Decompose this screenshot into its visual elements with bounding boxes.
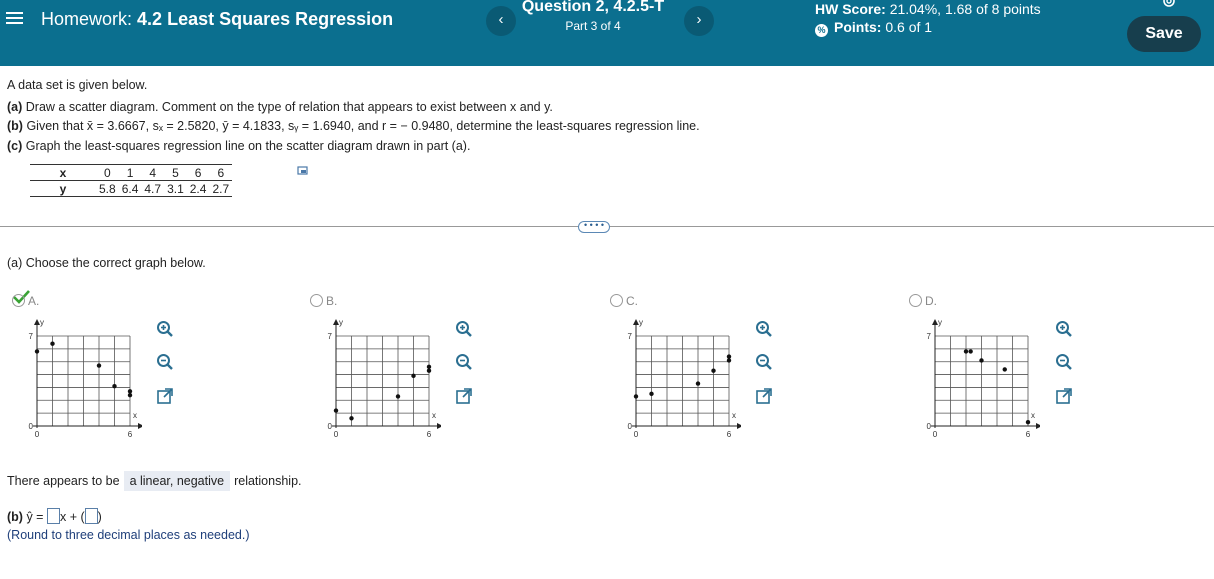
x-cell: 4: [141, 165, 164, 181]
hw-score: [815, 1, 1041, 17]
x-axis-arrow: [1036, 423, 1040, 429]
option-c[interactable]: [610, 294, 638, 308]
data-point: [349, 416, 353, 420]
relationship-prefix: There appears to be: [7, 474, 120, 488]
zoom-in-icon[interactable]: [1055, 320, 1073, 338]
y-tick-label: 0: [627, 422, 632, 431]
zoom-in-icon[interactable]: [755, 320, 773, 338]
y-cell: 2.4: [187, 181, 210, 197]
relationship-suffix: relationship.: [234, 474, 302, 488]
y-axis-name: y: [938, 318, 942, 327]
save-button[interactable]: Save: [1127, 16, 1201, 52]
x-tick-label: 0: [34, 430, 40, 439]
radio-a[interactable]: [12, 294, 25, 307]
y-tick-label: 0: [28, 422, 33, 431]
data-point: [427, 365, 431, 369]
data-point: [128, 393, 132, 397]
option-a[interactable]: [12, 294, 39, 308]
x-cell: 0: [96, 165, 119, 181]
part-c-text: Graph the least-squares regression line on the scatter diagram drawn in part (a).: [25, 139, 471, 153]
zoom-out-icon[interactable]: [755, 353, 773, 371]
hw-score-value: 21.04%, 1.68 of 8 points: [889, 1, 1041, 17]
gear-icon[interactable]: [1160, 0, 1178, 10]
part-c-tag: (c): [7, 139, 23, 153]
scatter-graph-c[interactable]: [621, 316, 741, 446]
slope-input[interactable]: [47, 508, 60, 524]
problem-intro: A data set is given below.: [7, 78, 148, 92]
data-point: [396, 394, 400, 398]
data-point: [50, 342, 54, 346]
radio-c[interactable]: [610, 294, 623, 307]
problem-part-c: [7, 139, 470, 153]
data-point: [696, 381, 700, 385]
problem-part-a: [7, 100, 553, 114]
y-cell: 5.8: [96, 181, 119, 197]
option-d-label: D.: [925, 294, 937, 308]
open-new-window-icon[interactable]: [455, 387, 473, 405]
zoom-out-icon[interactable]: [455, 353, 473, 371]
x-cell: 6: [209, 165, 232, 181]
x-tick-label: 6: [1025, 430, 1031, 439]
part-a-text: Draw a scatter diagram. Comment on the type of relation that appears to exist between x and y.: [25, 100, 553, 114]
x-tick-label: 6: [127, 430, 133, 439]
scatter-graph-b[interactable]: [321, 316, 441, 446]
x-axis-name: x: [432, 411, 436, 420]
data-point: [112, 384, 116, 388]
scatter-graph-d[interactable]: [920, 316, 1040, 446]
regression-equation: (b) ŷ = x + ( ): [7, 510, 102, 524]
data-point: [964, 349, 968, 353]
part-a-tag: (a): [7, 100, 23, 114]
data-point: [128, 389, 132, 393]
zoom-in-icon[interactable]: [455, 320, 473, 338]
x-axis-name: x: [732, 411, 736, 420]
data-point: [1003, 367, 1007, 371]
x-cell: 6: [187, 165, 210, 181]
x-cell: 1: [119, 165, 142, 181]
question-title: Question 2, 4.2.5-T: [521, 0, 665, 15]
open-new-window-icon[interactable]: [1055, 387, 1073, 405]
x-tick-label: 0: [333, 430, 339, 439]
x-axis-arrow: [138, 423, 142, 429]
points-label: Points:: [834, 19, 882, 35]
y-tick-label: 0: [327, 422, 332, 431]
x-plus-label: x +: [59, 510, 77, 524]
relationship-sentence: [7, 471, 302, 491]
data-point: [97, 363, 101, 367]
radio-b[interactable]: [310, 294, 323, 307]
points: [815, 19, 932, 37]
data-point: [727, 358, 731, 362]
y-tick-label: 0: [926, 422, 931, 431]
table-row-x: [30, 165, 232, 181]
x-axis-name: x: [1031, 411, 1035, 420]
part-b-answer-tag: (b): [7, 510, 23, 524]
points-value: 0.6 of 1: [885, 19, 933, 35]
option-a-label: A.: [28, 294, 40, 308]
assignment-title: [41, 9, 393, 30]
y-hat-label: ŷ =: [26, 510, 44, 524]
data-point: [649, 392, 653, 396]
x-cell: 5: [164, 165, 187, 181]
x-tick-label: 0: [932, 430, 938, 439]
part-a-prompt: (a) Choose the correct graph below.: [7, 256, 206, 270]
data-point: [411, 374, 415, 378]
option-b[interactable]: [310, 294, 337, 308]
y-tick-label: 7: [926, 332, 931, 341]
data-table: [30, 164, 232, 197]
open-new-window-icon[interactable]: [156, 387, 174, 405]
next-question-button[interactable]: ›: [684, 6, 714, 36]
x-tick-label: 6: [426, 430, 432, 439]
copy-data-icon[interactable]: [297, 166, 309, 176]
option-c-label: C.: [626, 294, 638, 308]
option-d[interactable]: [909, 294, 937, 308]
part-b-tag: (b): [7, 119, 23, 133]
problem-part-b: [7, 119, 700, 133]
x-axis-arrow: [737, 423, 741, 429]
radio-d[interactable]: [909, 294, 922, 307]
x-axis-name: x: [133, 411, 137, 420]
y-cell: 6.4: [119, 181, 142, 197]
x-header: x: [30, 165, 96, 181]
partial-credit-icon: %: [815, 24, 828, 37]
data-point: [35, 349, 39, 353]
table-row-y: [30, 181, 232, 197]
y-cell: 3.1: [164, 181, 187, 197]
scatter-graph-a[interactable]: [22, 316, 142, 446]
y-header: y: [30, 181, 96, 197]
rounding-note: (Round to three decimal places as needed.): [7, 528, 250, 542]
open-new-window-icon[interactable]: [755, 387, 773, 405]
data-point: [968, 349, 972, 353]
y-axis-name: y: [639, 318, 643, 327]
zoom-out-icon[interactable]: [1055, 353, 1073, 371]
intercept-input[interactable]: [85, 508, 98, 524]
relationship-answer[interactable]: a linear, negative: [124, 471, 231, 491]
y-tick-label: 7: [327, 332, 332, 341]
data-point: [979, 358, 983, 362]
data-point: [634, 394, 638, 398]
option-b-label: B.: [326, 294, 338, 308]
data-point: [727, 354, 731, 358]
data-point: [711, 369, 715, 373]
top-bar: [0, 0, 1214, 66]
y-cell: 2.7: [209, 181, 232, 197]
expand-more-button[interactable]: • • • •: [578, 221, 610, 233]
previous-question-button[interactable]: ‹: [486, 6, 516, 36]
data-point: [1026, 420, 1030, 424]
part-b-text: Given that x̄ = 3.6667, sₓ = 2.5820, ȳ = 4.1833, sᵧ = 1.6940, and r = − 0.9480, determine the least-squares regression line.: [26, 119, 700, 133]
y-tick-label: 7: [28, 332, 33, 341]
y-axis-name: y: [339, 318, 343, 327]
data-point: [427, 369, 431, 373]
x-tick-label: 0: [633, 430, 639, 439]
x-tick-label: 6: [726, 430, 732, 439]
y-tick-label: 7: [627, 332, 632, 341]
hw-score-label: HW Score:: [815, 1, 886, 17]
question-part: Part 3 of 4: [565, 19, 621, 33]
title-main: 4.2 Least Squares Regression: [137, 9, 394, 29]
y-axis-name: y: [40, 318, 44, 327]
x-axis-arrow: [437, 423, 441, 429]
zoom-in-icon[interactable]: [156, 320, 174, 338]
data-point: [334, 408, 338, 412]
y-cell: 4.7: [141, 181, 164, 197]
title-prefix: Homework:: [41, 9, 133, 29]
menu-icon[interactable]: [6, 9, 23, 27]
zoom-out-icon[interactable]: [156, 353, 174, 371]
